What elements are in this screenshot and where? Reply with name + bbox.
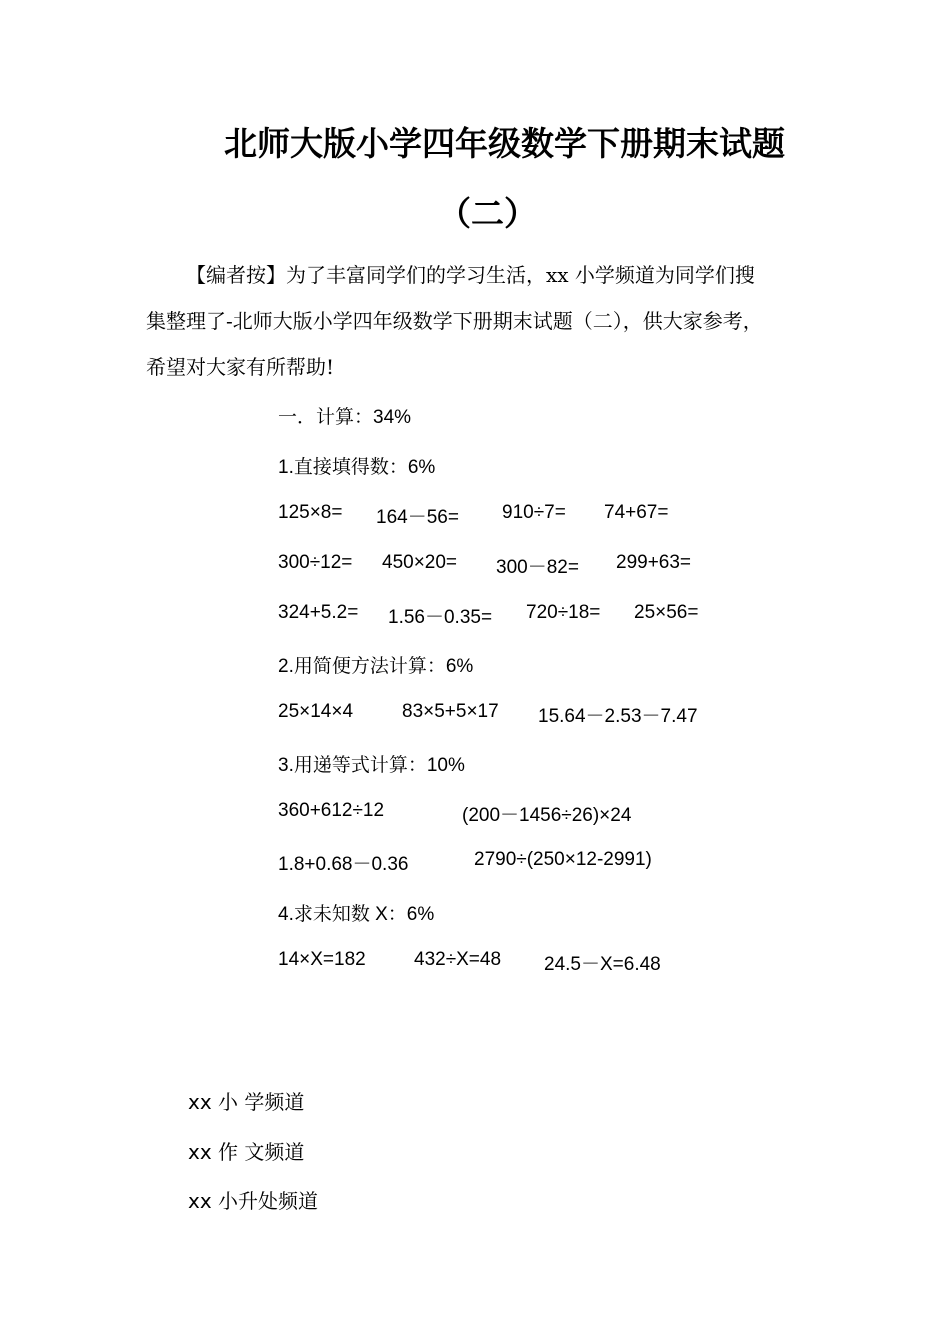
part-heading: 1.直接填得数：6% [278,457,436,478]
problem-item: 1.56－0.35= [388,607,493,628]
problem-item: 14×X=182 [278,949,366,970]
problem-item: 300－82= [496,557,579,578]
problem-item: 910÷7= [502,502,566,523]
problem-item: 125×8= [278,502,343,523]
problem-item: 720÷18= [526,602,601,623]
problem-item: 324+5.2= [278,602,359,623]
part-heading: 4.求未知数 X：6% [278,904,435,925]
part-heading: 3.用递等式计算：10% [278,755,465,776]
problem-item: 164－56= [376,507,459,528]
problem-item: 450×20= [382,552,458,573]
part-heading: 2.用简便方法计算：6% [278,656,474,677]
problem-item: 299+63= [616,552,692,573]
problem-item: 360+612÷12 [278,800,385,821]
section-heading: 一．计算：34% [278,407,412,428]
editor-note-line: 希望对大家有所帮助! [146,355,335,379]
editor-note-line: 集整理了-北师大版小学四年级数学下册期末试题（二），供大家参考， [146,309,763,333]
problem-item: 25×14×4 [278,701,354,722]
problem-item: (200－1456÷26)×24 [462,805,632,826]
problem-item: 432÷X=48 [414,949,502,970]
document-subtitle: （二） [438,194,537,233]
channel-link-composition[interactable]: xx 作 文频道 [188,1140,305,1164]
problem-item: 300÷12= [278,552,353,573]
problem-item: 83×5+5×17 [402,701,499,722]
problem-item: 15.64－2.53－7.47 [538,706,698,727]
channel-link-entrance[interactable]: xx 小升处频道 [188,1189,319,1213]
problem-item: 25×56= [634,602,699,623]
problem-item: 1.8+0.68－0.36 [278,854,409,875]
problem-item: 74+67= [604,502,669,523]
problem-item: 2790÷(250×12-2991) [474,849,652,870]
channel-link-primary[interactable]: xx 小 学频道 [188,1090,305,1114]
document-title: 北师大版小学四年级数学下册期末试题 [224,124,785,163]
problem-item: 24.5－X=6.48 [544,954,661,975]
editor-note-line: 【编者按】为了丰富同学们的学习生活，xx 小学频道为同学们搜 [186,263,755,287]
editor-note [146,252,826,390]
